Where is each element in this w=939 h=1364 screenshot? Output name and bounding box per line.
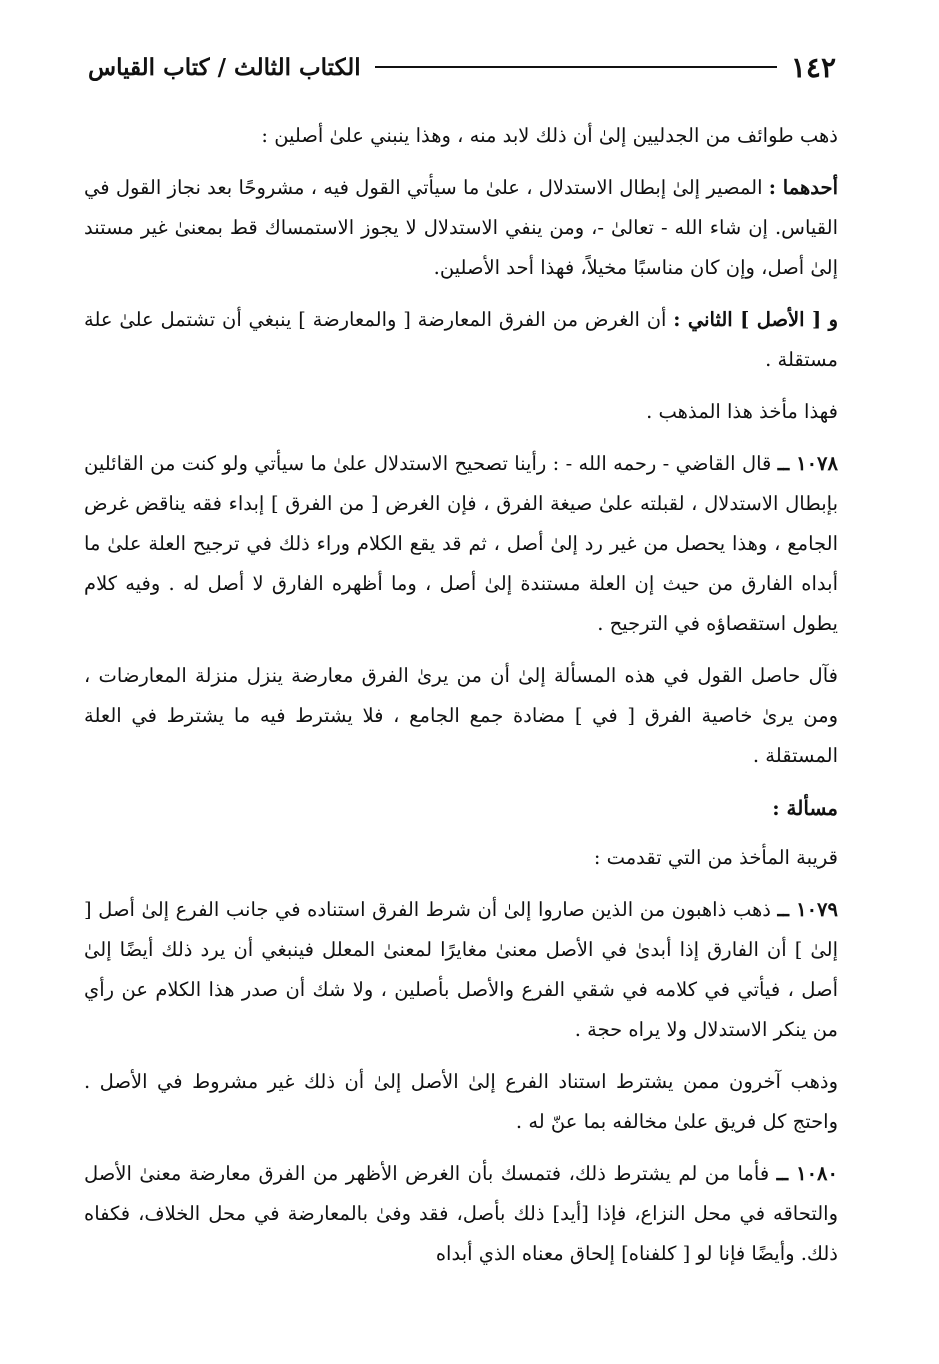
numbered-paragraph-1080 xyxy=(84,1154,838,1274)
paragraph xyxy=(84,300,838,380)
numbered-paragraph-1079 xyxy=(84,890,838,1050)
paragraph xyxy=(84,656,838,776)
page-header xyxy=(88,44,836,90)
paragraph-text: أن الغرض من الفرق المعارضة [ والمعارضة ] ينبغي أن تشتمل علىٰ علة مستقلة . xyxy=(84,308,838,371)
paragraph-text: وذهب آخرون ممن يشترط استناد الفرع إلىٰ الأصل إلىٰ أن ذلك غير مشروط في الأصل . واحتج كل فريق علىٰ مخالفه بما عنّ له . xyxy=(84,1070,838,1133)
paragraph xyxy=(84,392,838,432)
paragraph-lead: و [ الأصل ] الثاني : xyxy=(673,308,838,331)
paragraph-number: ١٠٧٨ ــ xyxy=(777,452,838,475)
paragraph-text: ذهب ذاهبون من الذين صاروا إلىٰ أن شرط الفرق استناده في جانب الفرع إلىٰ أصل [ إلىٰ ] أن الفارق إذا أبدىٰ في الأصل معنىٰ مغايرًا لمعنىٰ المعلل فينبغي أن يرد ذلك أيضًا إلىٰ أصل ، فيأتي في كلامه في شقي الفرع والأصل بأصلين ، ولا شك أن صدر هذا الكلام عن رأي من ينكر الاستدلال ولا يراه حجة . xyxy=(84,898,838,1041)
paragraph-lead: أحدهما : xyxy=(768,176,838,199)
paragraph-text: فآل حاصل القول في هذه المسألة إلىٰ أن من يرىٰ الفرق معارضة ينزل منزلة المعارضات ، ومن يرىٰ خاصية الفرق [ في ] مضادة جمع الجامع ، فلا يشترط فيه ما يشترط في العلة المستقلة . xyxy=(84,664,838,767)
running-title: الكتاب الثالث / كتاب القياس xyxy=(88,53,361,81)
paragraph-text: قال القاضي - رحمه الله - : رأينا تصحيح الاستدلال علىٰ ما سيأتي ولو كنت من القائلين بإبطال الاستدلال ، لقبلته علىٰ صيغة الفرق ، فإن الغرض [ من الفرق ] إبداء فقه يناقض غرض الجامع ، وهذا يحصل من غير رد إلىٰ أصل ، ثم قد يقع الكلام وراء ذلك في ترجيح العلة علىٰ ما أبداه الفارق من حيث إن العلة مستندة إلىٰ أصل ، وما أظهره الفارق لا أصل له . وفيه كلام يطول استقصاؤه في الترجيح . xyxy=(84,452,838,635)
paragraph xyxy=(84,116,838,156)
paragraph-number: ١٠٧٩ ــ xyxy=(777,898,838,921)
paragraph-text: ذهب طوائف من الجدليين إلىٰ أن ذلك لابد منه ، وهذا ينبني علىٰ أصلين : xyxy=(261,124,838,147)
paragraph-text: المصير إلىٰ إبطال الاستدلال ، علىٰ ما سيأتي القول فيه ، مشروحًا بعد نجاز القول في القياس. إن شاء الله - تعالىٰ -، ومن ينفي الاستدلال لا يجوز الاستمساك قط بمعنىٰ غير مستند إلىٰ أصل، وإن كان مناسبًا مخيلاً، فهذا أحد الأصلين. xyxy=(84,176,838,279)
header-rule xyxy=(375,66,777,68)
page-body xyxy=(84,116,838,1351)
paragraph xyxy=(84,838,838,878)
numbered-paragraph-1078 xyxy=(84,444,838,644)
paragraph-number: ١٠٨٠ ــ xyxy=(776,1162,838,1185)
section-heading: مسألة : xyxy=(772,796,838,820)
paragraph xyxy=(84,168,838,288)
paragraph-text: فأما من لم يشترط ذلك، فتمسك بأن الغرض الأظهر من الفرق معارضة معنىٰ الأصل والتحاقه في محل النزاع، فإذا [أيد] ذلك بأصل، فقد وفىٰ بالمعارضة في محل الخلاف، فكفاه ذلك. وأيضًا فإنا لو [ كلفناه] إلحاق معناه الذي أبداه xyxy=(84,1162,838,1265)
paragraph-text: فهذا مأخذ هذا المذهب . xyxy=(646,400,838,423)
paragraph-text: قريبة المأخذ من التي تقدمت : xyxy=(593,846,838,869)
paragraph xyxy=(84,1062,838,1142)
page-number: ١٤٢ xyxy=(790,50,836,84)
